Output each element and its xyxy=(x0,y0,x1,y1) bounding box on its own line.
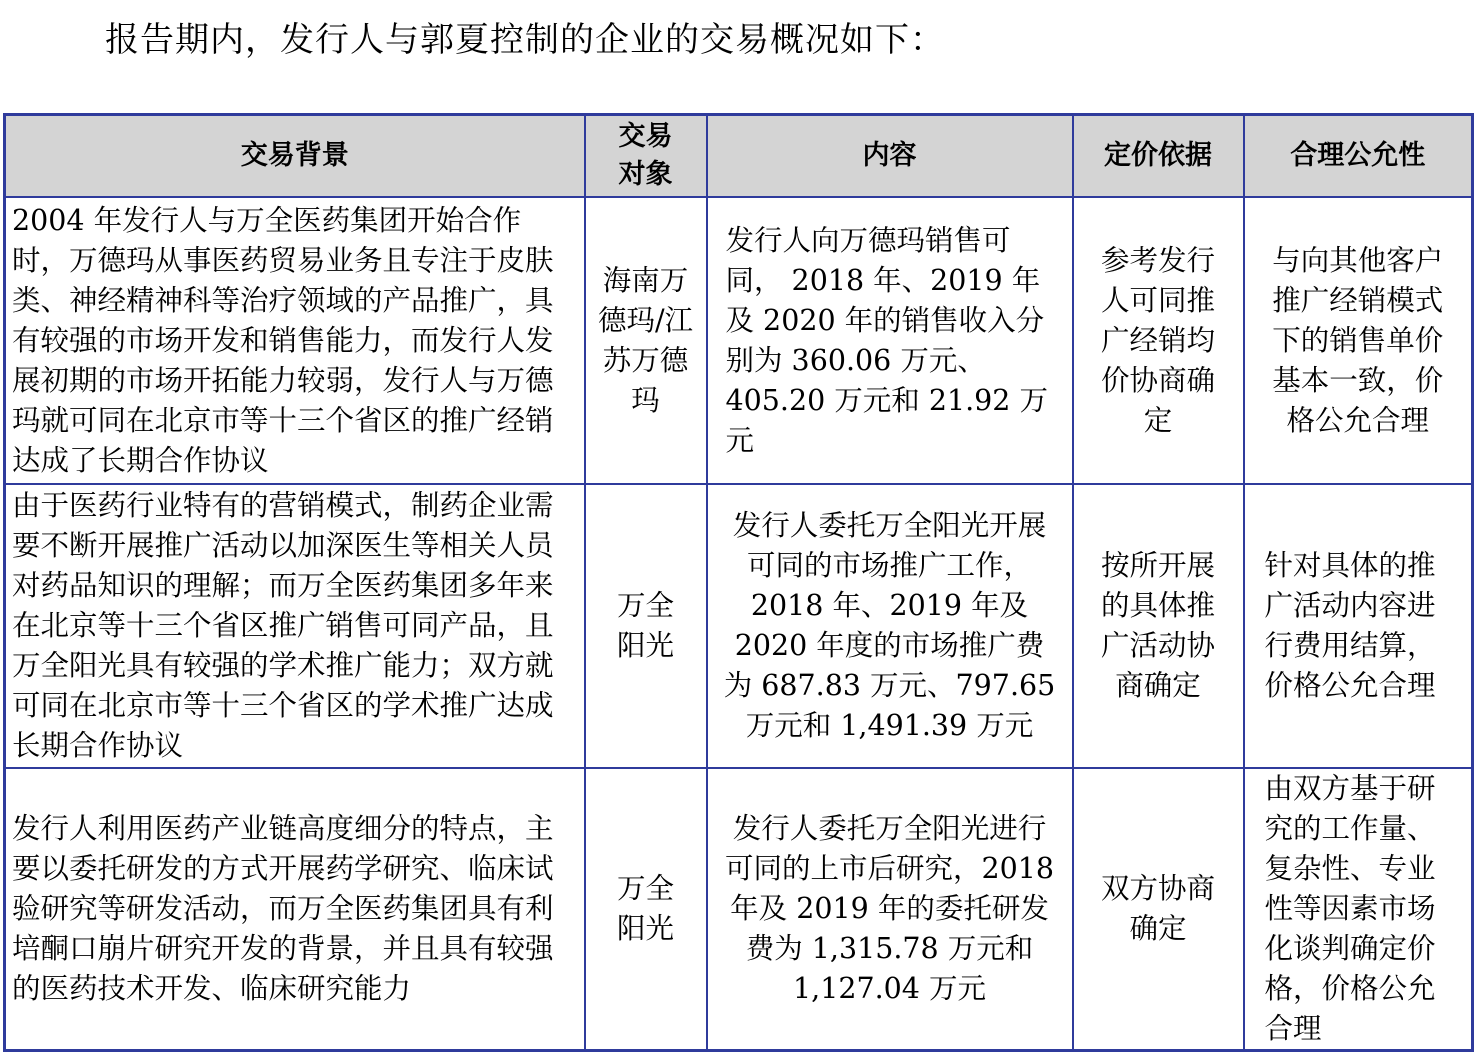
cell-background: 发行人利用医药产业链高度细分的特点，主要以委托研发的方式开展药学研究、临床试验研究等研发活动，而万全医药集团具有利培酮口崩片研究开发的背景，并且具有较强的医药技术开发、临床研究能力 xyxy=(5,768,585,1051)
header-fairness: 合理公允性 xyxy=(1244,115,1473,198)
table-row xyxy=(5,484,1473,768)
cell-content: 发行人向万德玛销售可同， 2018 年、2019 年及 2020 年的销售收入分别为 360.06 万元、405.20 万元和 21.92 万元 xyxy=(707,197,1073,484)
header-counterparty: 交易 对象 xyxy=(585,115,707,198)
header-background: 交易背景 xyxy=(5,115,585,198)
transaction-table xyxy=(3,113,1474,1052)
cell-content: 发行人委托万全阳光进行可同的上市后研究，2018 年及 2019 年的委托研发费为 1,315.78 万元和 1,127.04 万元 xyxy=(707,768,1073,1051)
cell-fairness: 由双方基于研究的工作量、复杂性、专业性等因素市场化谈判确定价格，价格公允合理 xyxy=(1244,768,1473,1051)
cell-background: 由于医药行业特有的营销模式，制药企业需要不断开展推广活动以加深医生等相关人员对药品知识的理解；而万全医药集团多年来在北京等十三个省区推广销售可同产品，且万全阳光具有较强的学术推广能力；双方就可同在北京市等十三个省区的学术推广达成长期合作协议 xyxy=(5,484,585,768)
cell-counterparty: 海南万德玛/江苏万德玛 xyxy=(585,197,707,484)
table-row xyxy=(5,768,1473,1051)
table-row xyxy=(5,197,1473,484)
cell-pricing: 按所开展的具体推广活动协商确定 xyxy=(1073,484,1244,768)
cell-pricing: 参考发行人可同推广经销均价协商确定 xyxy=(1073,197,1244,484)
cell-counterparty: 万全阳光 xyxy=(585,484,707,768)
table-header-row xyxy=(5,115,1473,198)
cell-background: 2004 年发行人与万全医药集团开始合作时，万德玛从事医药贸易业务且专注于皮肤类、神经精神科等治疗领域的产品推广，具有较强的市场开发和销售能力，而发行人发展初期的市场开拓能力较弱，发行人与万德玛就可同在北京市等十三个省区的推广经销达成了长期合作协议 xyxy=(5,197,585,484)
cell-pricing: 双方协商确定 xyxy=(1073,768,1244,1051)
cell-fairness: 与向其他客户推广经销模式下的销售单价基本一致，价格公允合理 xyxy=(1244,197,1473,484)
header-content: 内容 xyxy=(707,115,1073,198)
cell-fairness: 针对具体的推广活动内容进行费用结算，价格公允合理 xyxy=(1244,484,1473,768)
header-pricing: 定价依据 xyxy=(1073,115,1244,198)
cell-counterparty: 万全阳光 xyxy=(585,768,707,1051)
cell-content: 发行人委托万全阳光开展可同的市场推广工作，2018 年、2019 年及 2020 年度的市场推广费为 687.83 万元、797.65 万元和 1,491.39 万元 xyxy=(707,484,1073,768)
intro-sentence: 报告期内，发行人与郭夏控制的企业的交易概况如下： xyxy=(105,20,945,60)
